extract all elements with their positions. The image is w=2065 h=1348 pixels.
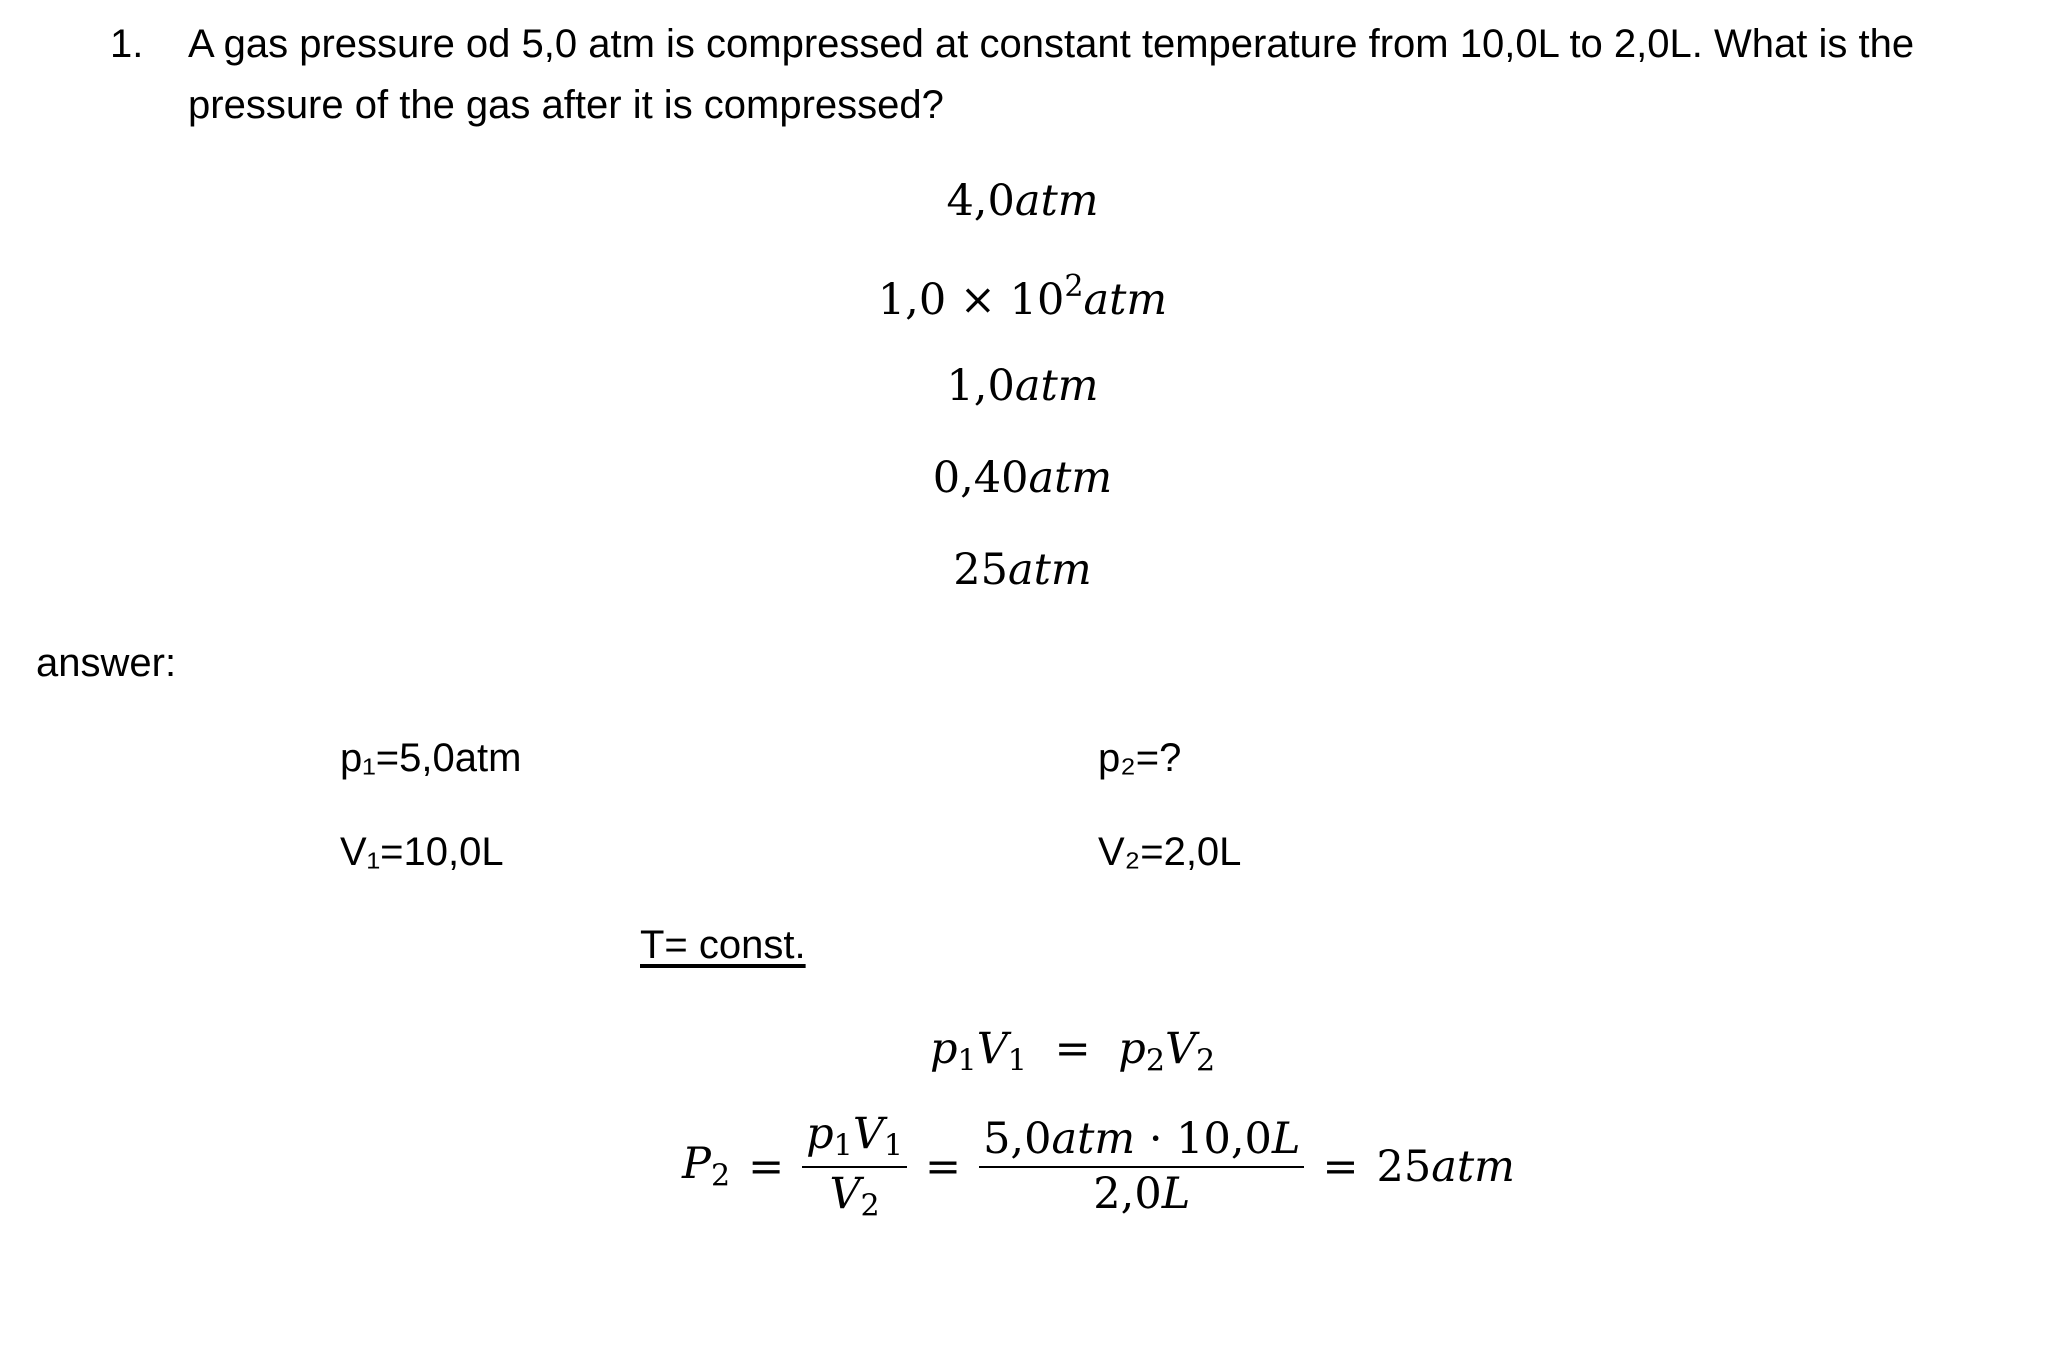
solution-lhs-sub: 2 bbox=[710, 1158, 731, 1194]
option-2 bbox=[0, 269, 2055, 326]
option-2-base: 10 bbox=[1009, 275, 1065, 326]
frac1-p-sub: 1 bbox=[833, 1128, 853, 1164]
given-v1: V₁=10,0L bbox=[340, 830, 504, 874]
fraction-numeric-bar bbox=[979, 1166, 1304, 1168]
option-1-value: 4,0 bbox=[946, 176, 1015, 226]
option-2-times: × bbox=[959, 275, 996, 326]
option-2-mantissa: 1,0 bbox=[877, 275, 947, 326]
law-p2: p bbox=[1118, 1024, 1146, 1074]
condition-constant-temperature: T= const. bbox=[640, 923, 806, 967]
frac2-dot: · bbox=[1148, 1113, 1163, 1164]
fraction-symbolic-numerator bbox=[802, 1110, 907, 1164]
option-5-value: 25 bbox=[953, 545, 1008, 595]
solution-lhs-p: P bbox=[682, 1138, 711, 1189]
frac2-num-b: 10,0 bbox=[1176, 1113, 1272, 1164]
frac1-v: V bbox=[852, 1109, 884, 1159]
solution-lhs bbox=[682, 1138, 731, 1194]
solution-result bbox=[1376, 1141, 1515, 1192]
frac2-num-a-unit: atm bbox=[1051, 1113, 1136, 1164]
option-3-value: 1,0 bbox=[946, 361, 1015, 411]
law-p1-sub: 1 bbox=[957, 1043, 977, 1079]
option-4-unit: atm bbox=[1028, 453, 1113, 503]
given-v2: V₂=2,0L bbox=[1098, 830, 1242, 874]
fraction-symbolic-bar bbox=[802, 1166, 907, 1168]
law-v1-sub: 1 bbox=[1007, 1043, 1027, 1079]
option-1 bbox=[0, 176, 2055, 226]
option-3 bbox=[0, 361, 2055, 411]
fraction-symbolic-denominator bbox=[802, 1170, 907, 1224]
law-v1: V bbox=[976, 1024, 1008, 1074]
option-2-exponent: 2 bbox=[1064, 269, 1084, 304]
fraction-numeric-numerator bbox=[979, 1115, 1304, 1164]
solution-result-value: 25 bbox=[1376, 1141, 1432, 1192]
solution-equation bbox=[682, 1110, 1515, 1224]
option-3-unit: atm bbox=[1014, 361, 1099, 411]
solution-equals-1: = bbox=[748, 1141, 785, 1192]
option-2-unit: atm bbox=[1083, 275, 1168, 326]
frac2-den-unit: L bbox=[1161, 1169, 1191, 1220]
boyle-law-equation bbox=[930, 1024, 1216, 1079]
frac1-p: p bbox=[806, 1109, 834, 1159]
given-p1: p₁=5,0atm bbox=[340, 736, 522, 780]
fraction-symbolic bbox=[802, 1110, 907, 1224]
law-p2-sub: 2 bbox=[1145, 1043, 1165, 1079]
fraction-numeric-denominator bbox=[979, 1170, 1304, 1219]
frac1-den-v: V bbox=[829, 1169, 861, 1220]
frac2-num-b-unit: L bbox=[1271, 1113, 1301, 1164]
option-4-value: 0,40 bbox=[932, 453, 1029, 503]
law-p1: p bbox=[930, 1024, 958, 1074]
option-5 bbox=[0, 545, 2055, 595]
law-equals: = bbox=[1054, 1024, 1091, 1074]
solution-equals-3: = bbox=[1322, 1141, 1359, 1192]
law-v2-sub: 2 bbox=[1196, 1043, 1216, 1079]
frac2-num-a: 5,0 bbox=[983, 1113, 1052, 1164]
solution-result-unit: atm bbox=[1431, 1141, 1515, 1192]
question-text-line-1: A gas pressure od 5,0 atm is compressed at constant temperature from 10,0L to 2,0L. What is the bbox=[188, 22, 1915, 66]
frac2-den: 2,0 bbox=[1093, 1169, 1162, 1220]
fraction-numeric bbox=[979, 1115, 1304, 1220]
option-5-unit: atm bbox=[1008, 545, 1092, 595]
given-p2: p₂=? bbox=[1098, 736, 1182, 780]
question-number: 1. bbox=[110, 22, 144, 66]
option-1-unit: atm bbox=[1014, 176, 1099, 226]
solution-equals-2: = bbox=[925, 1141, 962, 1192]
option-4 bbox=[0, 453, 2055, 503]
frac1-v-sub: 1 bbox=[883, 1128, 904, 1164]
law-v2: V bbox=[1164, 1024, 1197, 1074]
answer-label: answer: bbox=[36, 641, 177, 685]
frac1-den-v-sub: 2 bbox=[860, 1188, 880, 1224]
question-text-line-2: pressure of the gas after it is compressed? bbox=[188, 83, 944, 127]
